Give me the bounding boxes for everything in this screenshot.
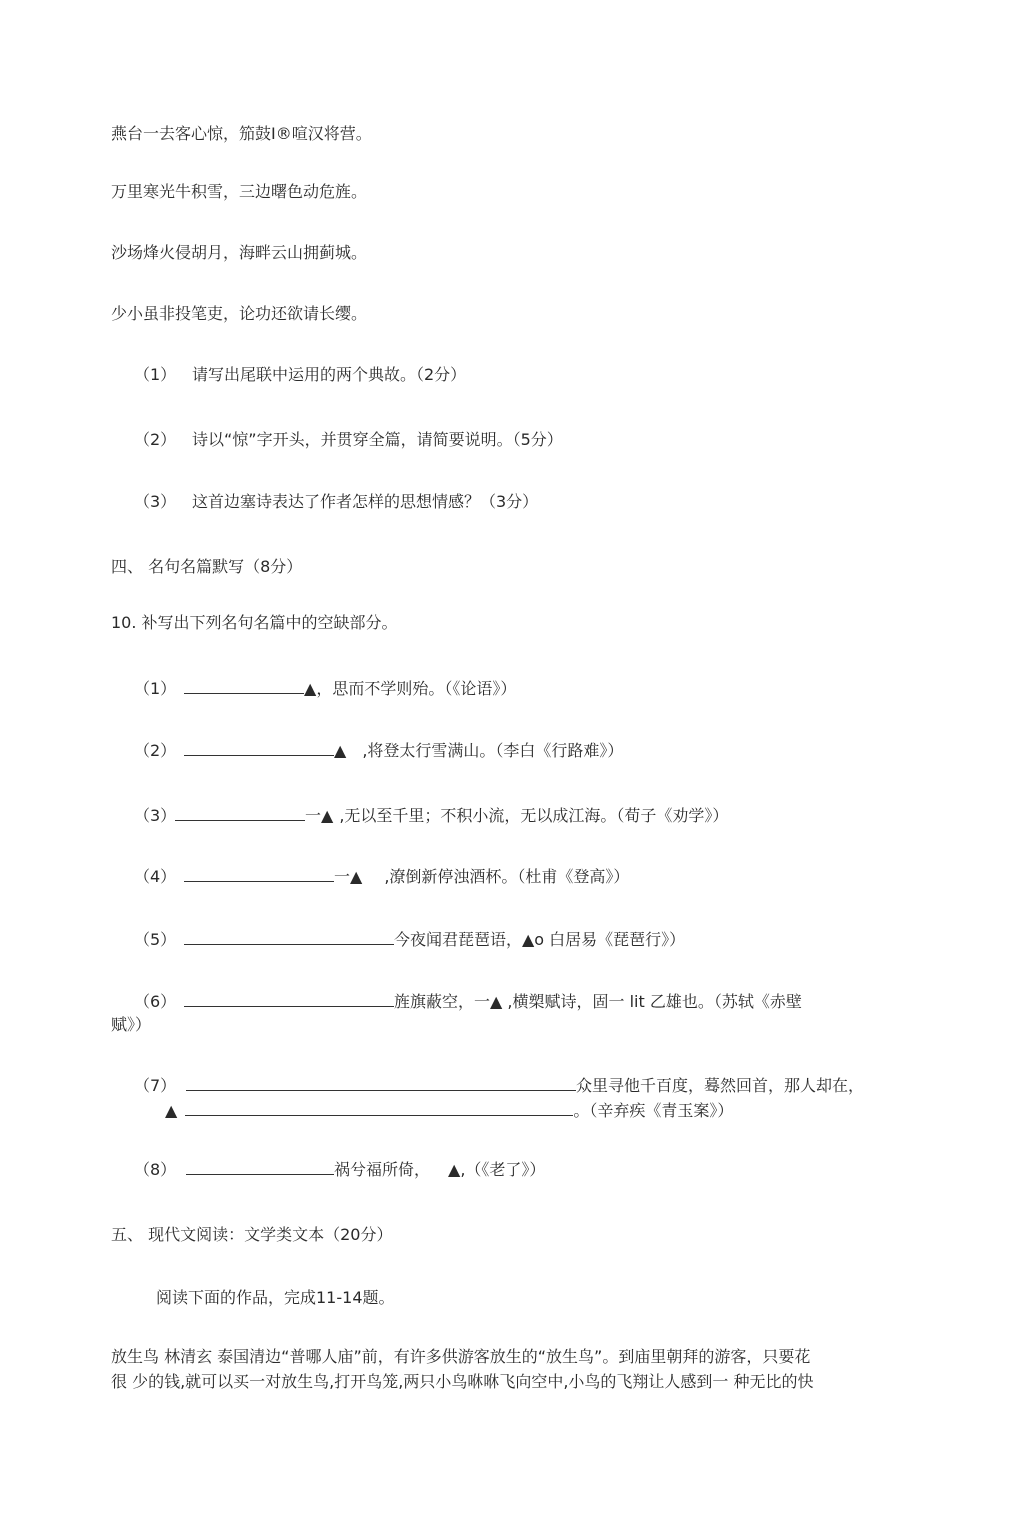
question-number: （3）: [134, 492, 177, 511]
fill-item-3: [134, 806, 728, 824]
triangle-marker: ▲: [448, 1160, 461, 1179]
passage-line-2: 很 少的钱,就可以买一对放生鸟,打开鸟笼,两只小鸟咻咻飞向空中,小鸟的飞翔让人感到一 种无比的快: [111, 1372, 814, 1391]
item-text: 众里寻他千百度，蓦然回首，那人却在，: [576, 1076, 865, 1095]
triangle-marker: 一▲: [305, 806, 334, 825]
fill-item-4: [134, 867, 629, 885]
fill-item-1: [134, 679, 516, 697]
answer-blank[interactable]: [184, 679, 304, 694]
fill-item-7: [134, 1076, 864, 1094]
poem-line: 沙场烽火侵胡月，海畔云山拥蓟城。: [111, 243, 368, 262]
question-text: 诗以“惊”字开头，并贯穿全篇，请简要说明。（5分）: [192, 430, 563, 449]
item-text: ,将登太行雪满山。（李白《行路难》）: [362, 741, 624, 760]
item-number: （5）: [134, 930, 177, 949]
answer-blank[interactable]: [184, 867, 334, 882]
answer-blank[interactable]: [186, 1076, 576, 1091]
item-number: （6）: [134, 992, 177, 1011]
item-number: （3）: [134, 806, 177, 825]
answer-blank[interactable]: [185, 1101, 573, 1116]
fill-item-6-continuation: 赋》）: [111, 1015, 152, 1034]
fill-item-5: [134, 930, 685, 948]
item-number: （8）: [134, 1160, 177, 1179]
triangle-marker: ▲: [304, 679, 317, 698]
item-number: （4）: [134, 867, 177, 886]
poem-line: 燕台一去客心惊，笳鼓Ⅰ®喧汉将营。: [111, 124, 372, 143]
section-5-title: 五、 现代文阅读：文学类文本（20分）: [111, 1225, 393, 1244]
answer-blank[interactable]: [175, 806, 305, 821]
question-1: [134, 367, 466, 383]
poem-line: 万里寒光牛积雪，三边曙色动危旌。: [111, 182, 368, 201]
triangle-marker: ▲: [165, 1101, 178, 1120]
answer-blank[interactable]: [184, 930, 394, 945]
fill-item-7-line2: [165, 1101, 733, 1119]
item-number: （2）: [134, 741, 177, 760]
question-number: （1）: [134, 365, 177, 384]
reading-instruction: 阅读下面的作品，完成11-14题。: [156, 1288, 395, 1307]
item-text: 祸兮福所倚，: [334, 1160, 431, 1179]
fill-item-2: [134, 741, 623, 759]
item-text: ，思而不学则殆。（《论语》）: [316, 679, 517, 698]
question-text: 请写出尾联中运用的两个典故。（2分）: [192, 365, 467, 384]
answer-blank[interactable]: [186, 1160, 334, 1175]
triangle-marker: ▲: [334, 741, 347, 760]
fill-item-8: [134, 1160, 545, 1178]
question-10-prompt: 10. 补写出下列名句名篇中的空缺部分。: [111, 613, 398, 632]
poem-line: 少小虽非投笔吏，论功还欲请长缨。: [111, 304, 368, 323]
answer-blank[interactable]: [184, 741, 334, 756]
item-number: （7）: [134, 1076, 177, 1095]
answer-blank[interactable]: [184, 992, 394, 1007]
item-text: 今夜闻君琵琶语，▲o 白居易《琵琶行》）: [394, 930, 686, 949]
triangle-marker: 一▲: [334, 867, 363, 886]
item-text: ,无以至千里；不积小流，无以成江海。（荀子《劝学》）: [339, 806, 729, 825]
item-text-end: ,（《老了》）: [460, 1160, 546, 1179]
question-3: [134, 494, 538, 510]
item-number: （1）: [134, 679, 177, 698]
section-4-title: 四、 名句名篇默写（8分）: [111, 557, 303, 576]
fill-item-6: [134, 992, 802, 1010]
question-number: （2）: [134, 430, 177, 449]
question-text: 这首边塞诗表达了作者怎样的思想情感？（3分）: [192, 492, 539, 511]
item-text: ,潦倒新停浊酒杯。（杜甫《登高》）: [384, 867, 630, 886]
passage-line-1: 放生鸟 林清玄 泰国清边“普哪人庙”前，有许多供游客放生的“放生鸟”。到庙里朝拜的游客，只要花: [111, 1347, 811, 1366]
item-text: 旌旗蔽空，一▲ ,横槊赋诗，固一 lit 乙雄也。（苏轼《赤壁: [394, 992, 802, 1011]
item-text: 。（辛弃疾《青玉案》）: [573, 1101, 734, 1120]
question-2: [134, 432, 563, 448]
